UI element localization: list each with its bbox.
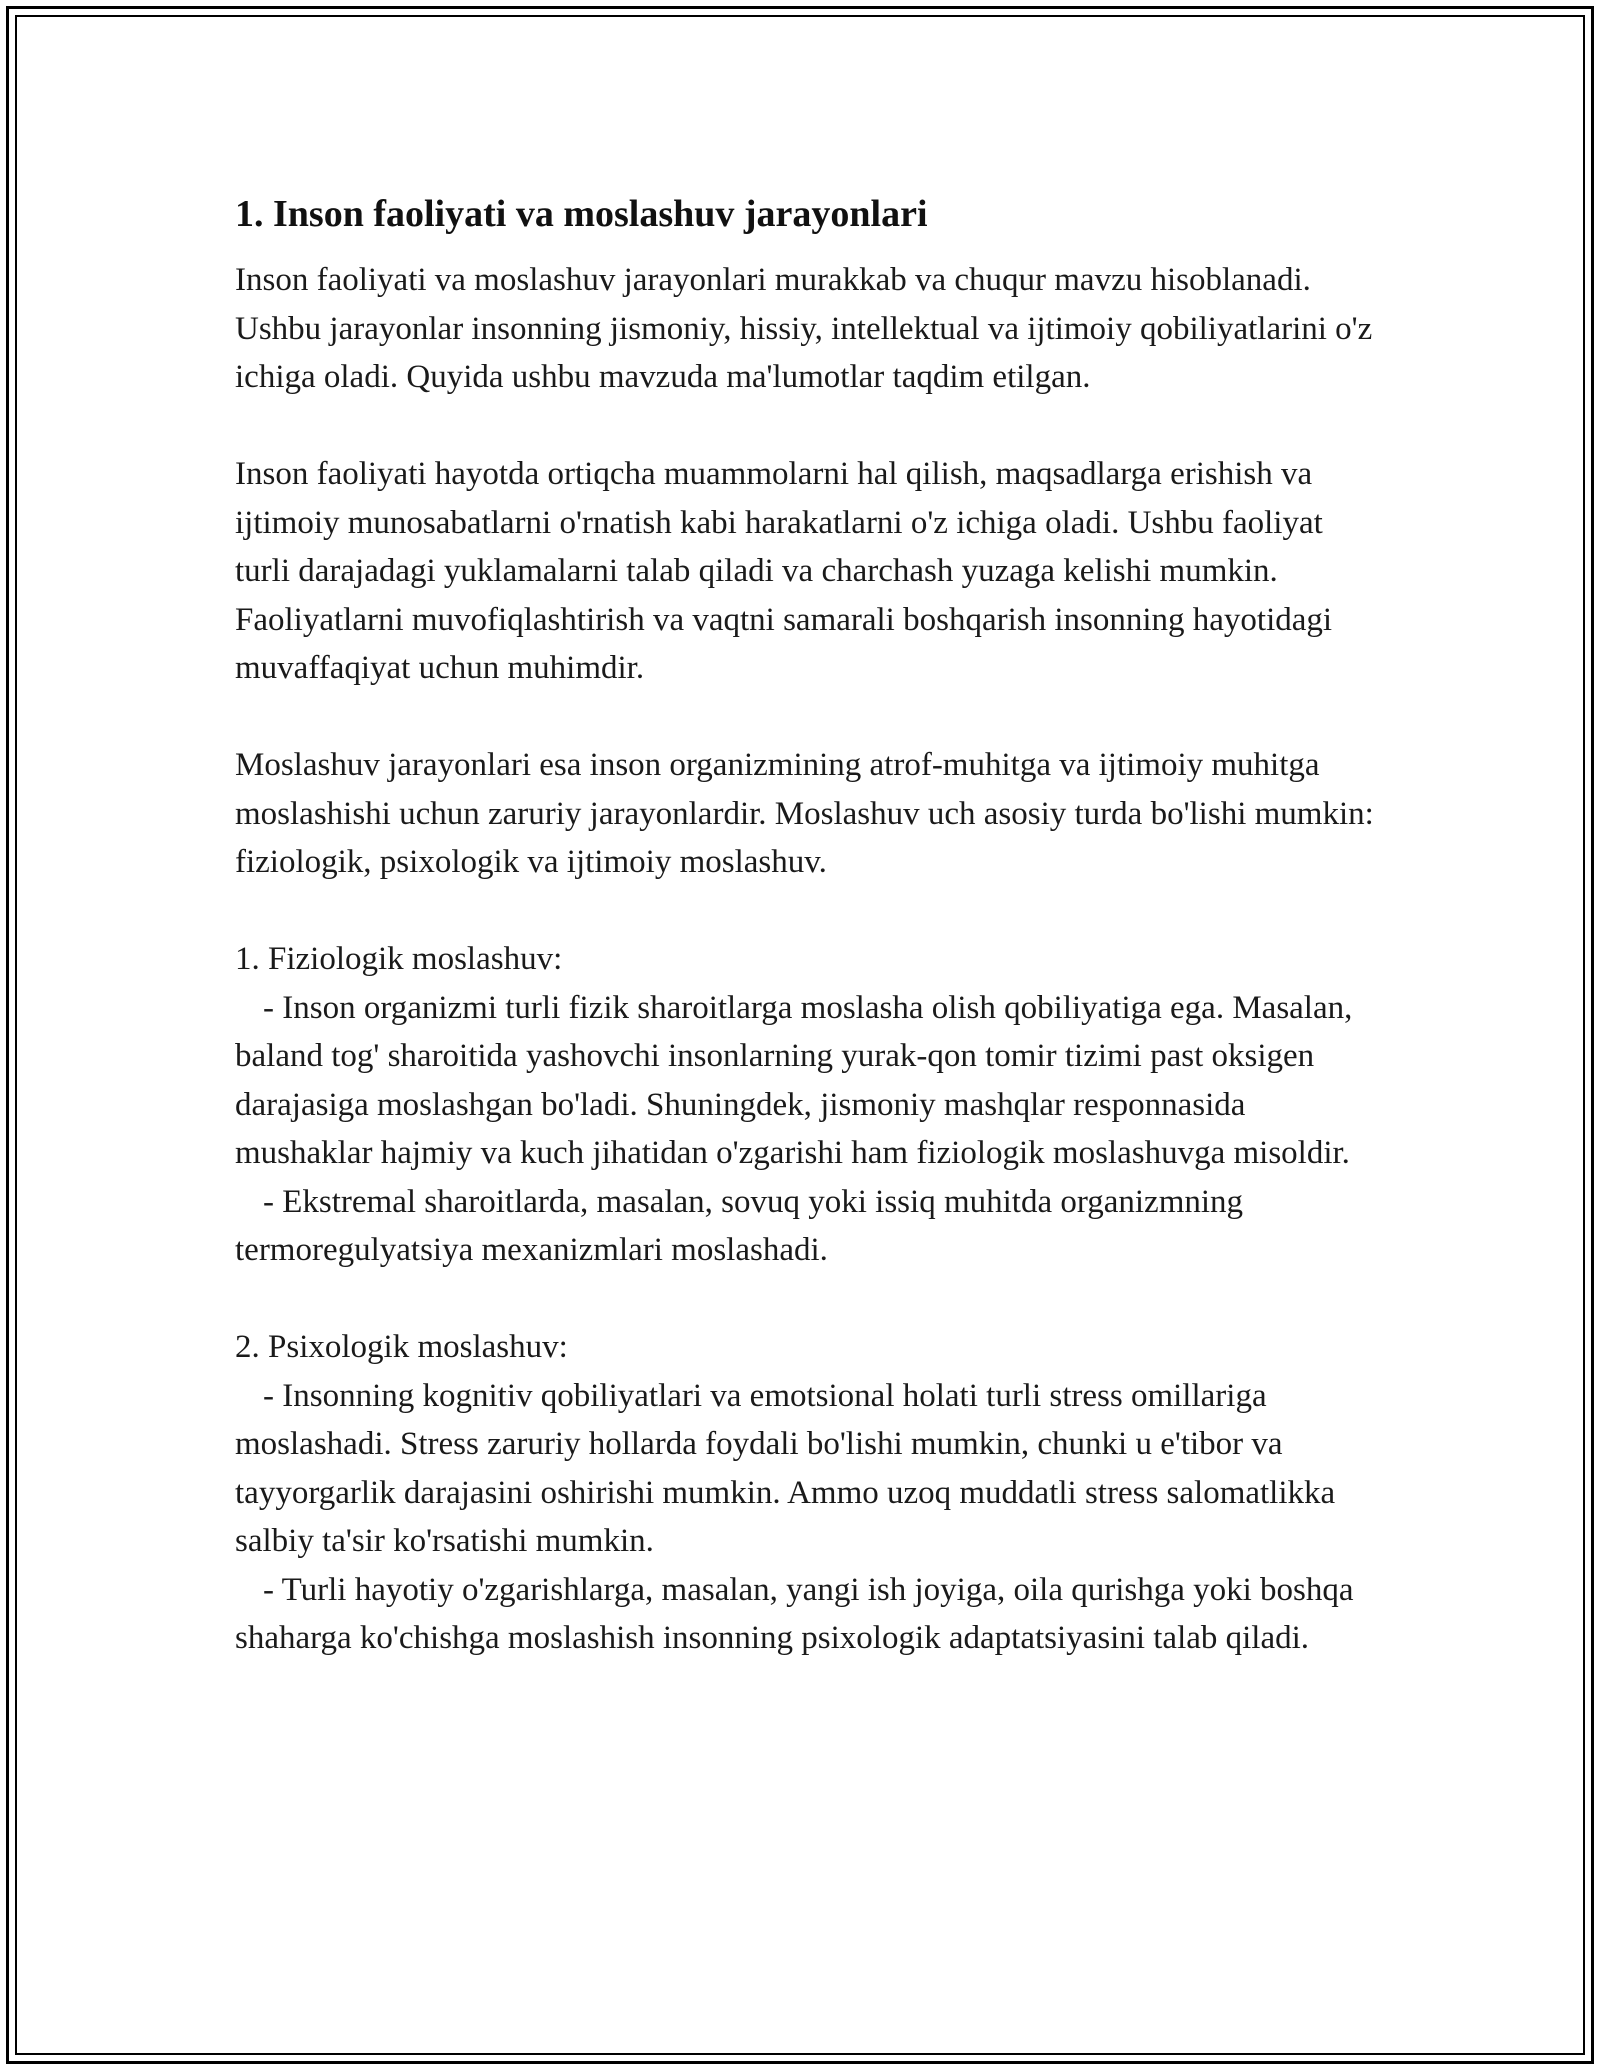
document-heading: 1. Inson faoliyati va moslashuv jarayonlari	[235, 193, 928, 235]
paragraph-adaptation: Moslashuv jarayonlari esa inson organizmining atrof-muhitga va ijtimoiy muhitga moslashishi uchun zaruriy jarayonlardir. Moslashuv uch asosiy turda bo'lishi mumkin: fiziologik, psixologik va ijtimoiy moslashuv.	[235, 747, 1374, 880]
document-body	[235, 188, 1375, 1711]
paragraph-activity: Inson faoliyati hayotda ortiqcha muammolarni hal qilish, maqsadlarga erishish va ijtimoiy munosabatlarni o'rnatish kabi harakatlarni o'z ichiga oladi. Ushbu faoliyat turli darajadagi yuklamalarni talab qiladi va charchash yuzaga kelishi mumkin. Faoliyatlarni muvofiqlashtirish va vaqtni samarali boshqarish insonning hayotidagi muvaffaqiyat uchun muhimdir.	[235, 456, 1333, 686]
list-item: - Insonning kognitiv qobiliyatlari va emotsional holati turli stress omillariga moslashadi. Stress zaruriy hollarda foydali bo'lishi mumkin, chunki u e'tibor va tayyorgarlik darajasini oshirishi mumkin. Ammo uzoq muddatli stress salomatlikka salbiy ta'sir ko'rsatishi mumkin.	[235, 1377, 1336, 1559]
section-title: 1. Fiziologik moslashuv:	[235, 941, 563, 977]
section-title: 2. Psixologik moslashuv:	[235, 1329, 568, 1365]
list-item: - Ekstremal sharoitlarda, masalan, sovuq yoki issiq muhitda organizmning termoregulyatsiya mexanizmlari moslashadi.	[235, 1183, 1244, 1268]
section-physiological	[235, 935, 1375, 1275]
list-item: - Turli hayotiy o'zgarishlarga, masalan, yangi ish joyiga, oila qurishga yoki boshqa shaharga ko'chishga moslashish insonning psixologik adaptatsiyasini talab qiladi.	[235, 1571, 1354, 1656]
list-item: - Inson organizmi turli fizik sharoitlarga moslasha olish qobiliyatiga ega. Masalan, baland tog' sharoitida yashovchi insonlarning yurak-qon tomir tizimi past oksigen darajasiga moslashgan bo'ladi. Shuningdek, jismoniy mashqlar responnasida mushaklar hajmiy va kuch jihatidan o'zgarishi ham fiziologik moslashuvga misoldir.	[235, 989, 1353, 1171]
paragraph-intro: Inson faoliyati va moslashuv jarayonlari murakkab va chuqur mavzu hisoblanadi. Ushbu jarayonlar insonning jismoniy, hissiy, intellektual va ijtimoiy qobiliyatlarini o'z ichiga oladi. Quyida ushbu mavzuda ma'lumotlar taqdim etilgan.	[235, 262, 1373, 395]
section-psychological	[235, 1323, 1375, 1663]
